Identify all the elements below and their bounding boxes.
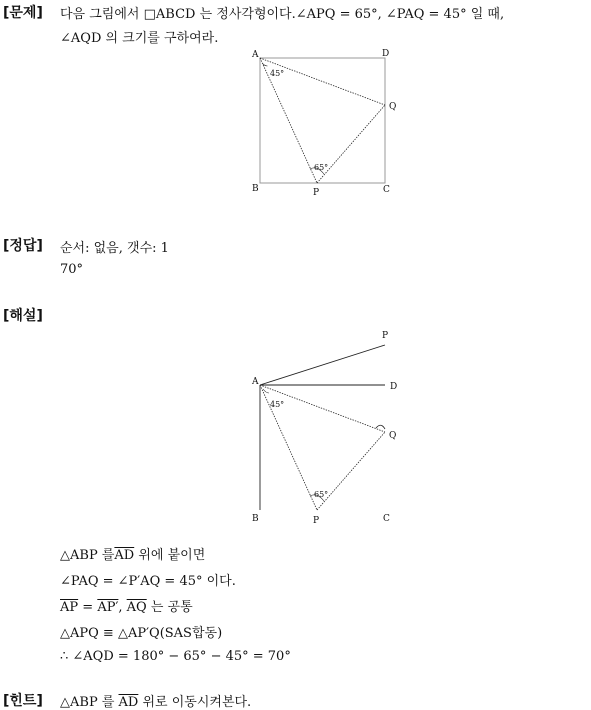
answer-label: [정답]: [3, 238, 43, 254]
point-label-d: D: [382, 49, 390, 59]
step3-rest: 는 공통: [146, 600, 193, 615]
hint-text-a: △ABP 를: [60, 695, 119, 710]
point-label-c: C: [383, 185, 390, 195]
point-label-p-prime: P: [382, 331, 389, 341]
segment-aq-overline: $\overline{AQ}$: [126, 600, 147, 615]
angle-label-apq: 65°: [314, 490, 329, 499]
segment-aq: [260, 58, 385, 105]
segment-ap: [260, 385, 317, 510]
answer-value: 70°: [60, 262, 84, 277]
solution-figure: [245, 325, 415, 535]
solution-step4: △APQ ≡ △AP′Q(SAS합동): [60, 626, 223, 641]
point-label-c: C: [383, 514, 390, 524]
solution-label: [해설]: [3, 308, 43, 324]
solution-step3: [60, 596, 193, 615]
problem-text-line1: 다음 그림에서 □ABCD 는 정사각형이다.∠APQ = 65°, ∠PAQ = 45° 일 때,: [60, 7, 505, 22]
segment-ad-overline: $\overline{AD}$: [114, 548, 135, 563]
point-label-d: D: [390, 382, 398, 392]
segment-ap-prime-overline: AP′: [97, 600, 119, 615]
angle-arc-a: [263, 389, 269, 393]
angle-arc-q: [376, 425, 385, 429]
step3-eq: =: [78, 600, 98, 615]
point-label-b: B: [252, 514, 259, 524]
problem-text-line2: ∠AQD 의 크기를 구하여라.: [60, 31, 219, 46]
point-label-q: Q: [389, 431, 397, 441]
point-label-b: B: [252, 184, 259, 194]
solution-step5: ∴ ∠AQD = 180° − 65° − 45° = 70°: [60, 649, 291, 664]
segment-ap: [260, 58, 317, 183]
solution-step1: [60, 544, 205, 563]
point-label-p: P: [313, 188, 320, 198]
hint-label: [힌트]: [3, 693, 43, 709]
solution-step2: ∠PAQ = ∠P′AQ = 45° 이다.: [60, 574, 236, 589]
point-label-p: P: [313, 516, 320, 526]
hint-text: [60, 691, 251, 710]
step1-text-b: 위에 붙이면: [134, 548, 206, 563]
answer-meta: 순서: 없음, 갯수: 1: [60, 241, 169, 256]
hint-text-b: 위로 이동시켜본다.: [138, 695, 252, 710]
hint-segment-ad-overline: $\overline{AD}$: [118, 695, 139, 710]
angle-label-apq: 65°: [314, 163, 329, 172]
problem-figure: [245, 45, 405, 205]
step1-text-a: △ABP 를: [60, 548, 115, 563]
problem-label: [문제]: [3, 5, 43, 21]
step3-comma: ,: [118, 600, 127, 615]
point-label-q: Q: [389, 102, 397, 112]
segment-ap-overline: $\overline{AP}$: [60, 600, 79, 615]
angle-label-paq: 45°: [270, 69, 285, 78]
segment-ap-prime: [260, 345, 385, 385]
point-label-a: A: [252, 377, 259, 387]
point-label-a: A: [252, 50, 259, 60]
angle-label-paq: 45°: [270, 400, 285, 409]
